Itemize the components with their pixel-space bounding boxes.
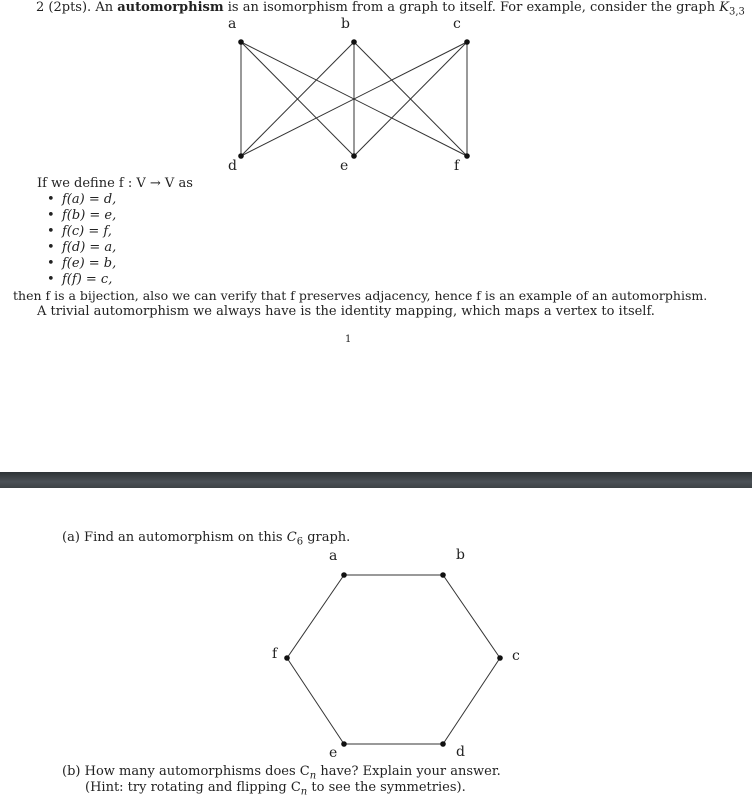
hint-text: (Hint: try rotating and flipping C [85,780,301,795]
c6-label-f: f [272,646,278,662]
document-page-2 [0,488,752,801]
c6-label-c: c [512,648,520,664]
c6-vertex-b [440,572,446,578]
label-c: c [453,16,461,32]
edge-b-c [443,575,500,658]
c6-vertex-f [284,655,290,661]
c6-vertex-c [497,655,503,661]
c6-label-a: a [329,548,338,564]
mapping-item: f(e) = b, [62,256,117,271]
vertex-c [464,39,470,45]
trivial-text: A trivial automorphism we always have is the identity mapping, which maps a vertex to itself. [37,304,655,319]
bullet: • [47,240,55,255]
hint-subscript: n [300,786,308,798]
conclusion-text: then f is a bijection, also we can verify that f preserves adjacency, hence f is an example of an automorphism. [13,288,708,303]
bullet: • [47,224,55,239]
graph-name: K [719,0,729,15]
part-a-end: graph. [307,530,351,545]
c6-label-e: e [329,745,338,761]
label-f: f [454,158,460,174]
vertex-f [464,153,470,159]
label-b: b [341,16,350,32]
intro-text-2: is an isomorphism from a graph to itself. For example, consider the graph [227,0,716,15]
c6-vertex-d [440,741,446,747]
hint-text-2: to see the symmetries). [311,780,466,795]
bullet: • [47,208,55,223]
vertex-d [238,153,244,159]
edge-e-f [287,658,344,744]
mapping-item: f(c) = f, [62,224,112,239]
label-e: e [340,158,349,174]
label-a: a [228,16,237,32]
graph-c6: C [286,530,297,545]
c6-vertex-e [341,741,347,747]
page-separator [0,472,752,488]
bullet: • [47,192,55,207]
vertex-e [351,153,357,159]
mapping-item: f(f) = c, [62,272,113,287]
c6-label-d: d [456,744,465,760]
mapping-item: f(d) = a, [62,240,117,255]
mapping-item: f(b) = e, [62,208,117,223]
bullet: • [47,272,55,287]
vertex-b [351,39,357,45]
graph-c6-subscript: 6 [296,536,304,548]
vertex-a [238,39,244,45]
part-a-label: (a) [62,530,80,545]
intro-text: An [95,0,114,15]
label-d: d [228,158,237,174]
graph-subscript: 3,3 [728,6,745,18]
part-b-body-2: have? Explain your answer. [320,764,501,779]
page-number: 1 [345,334,352,345]
problem-number: 2 [36,0,45,15]
part-a-body: Find an automorphism on this [84,530,283,545]
edge-f-a [287,575,344,658]
c6-label-b: b [456,547,465,563]
mapping-item: f(a) = d, [62,192,117,207]
part-b-label: (b) [62,764,81,779]
edge-c-d [443,658,500,744]
part-b-body: How many automorphisms does C [84,764,310,779]
bullet: • [47,256,55,271]
define-line: If we define f : V → V as [37,176,193,191]
part-b-subscript: n [309,770,317,782]
c6-vertex-a [341,572,347,578]
term-automorphism: automorphism [117,0,224,15]
part-b-hint [85,780,466,801]
problem-points: (2pts). [48,0,92,15]
c6-graph [0,488,752,801]
